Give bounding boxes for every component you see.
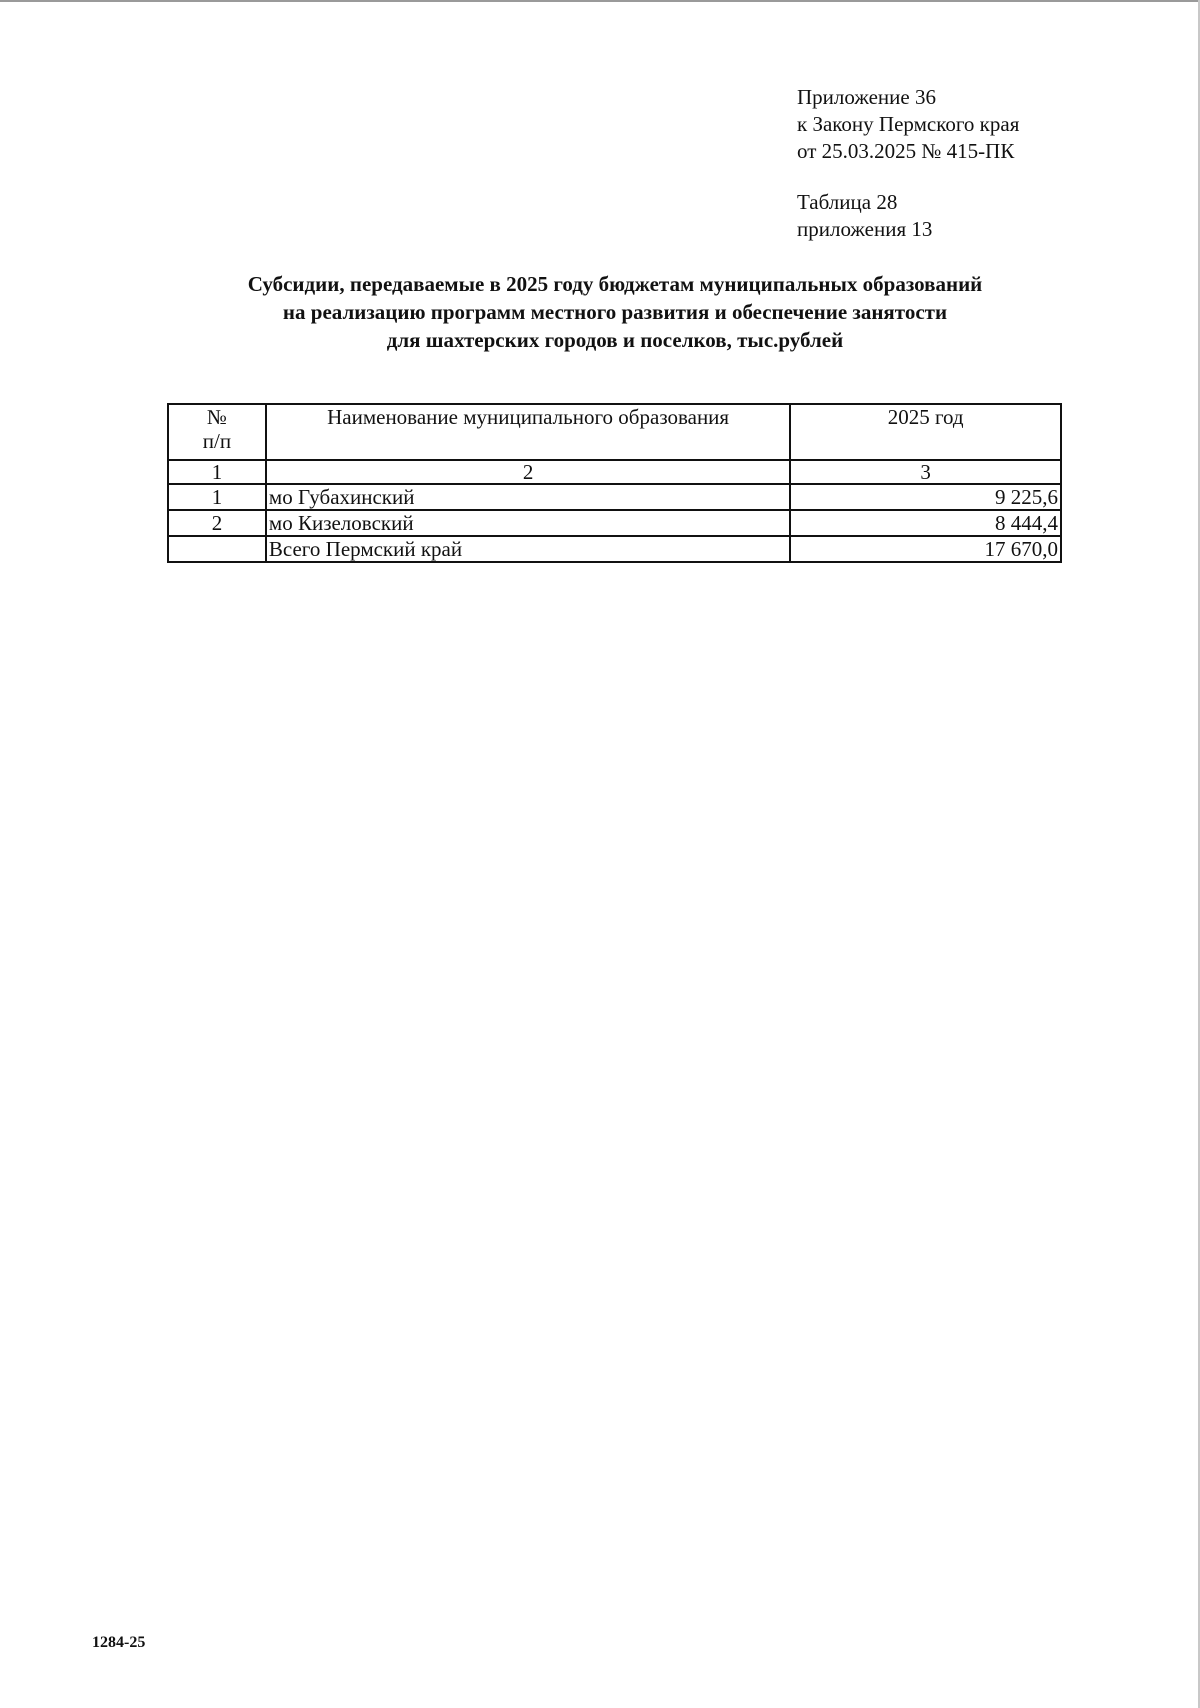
- title-line-2: на реализацию программ местного развития и обеспечение занятости: [282, 300, 948, 324]
- municipality-name: мо Кизеловский: [266, 510, 790, 536]
- scan-top-edge: [0, 0, 1200, 2]
- table-ref-line-2: приложения 13: [797, 217, 933, 241]
- column-index-1: 1: [168, 460, 266, 484]
- appendix-line-2: к Закону Пермского края: [797, 112, 1020, 136]
- total-row: [168, 536, 1061, 562]
- subsidy-amount: 8 444,4: [790, 510, 1061, 536]
- title-line-1: Субсидии, передаваемые в 2025 году бюджетам муниципальных образований: [247, 272, 983, 296]
- subsidy-table: [167, 403, 1062, 563]
- row-number: 1: [168, 484, 266, 510]
- header-name: Наименование муниципального образования: [266, 404, 790, 460]
- appendix-line-3: от 25.03.2025 № 415-ПК: [797, 139, 1015, 163]
- subsidy-amount: 9 225,6: [790, 484, 1061, 510]
- table-row: [168, 510, 1061, 536]
- column-index-3: 3: [790, 460, 1061, 484]
- header-num: [168, 404, 266, 460]
- table-row: [168, 484, 1061, 510]
- document-code: 1284-25: [92, 1634, 146, 1651]
- table-header-row: [168, 404, 1061, 460]
- column-index-2: 2: [266, 460, 790, 484]
- total-amount: 17 670,0: [790, 536, 1061, 562]
- appendix-line-1: Приложение 36: [797, 85, 936, 109]
- column-index-row: [168, 460, 1061, 484]
- title-line-3: для шахтерских городов и поселков, тыс.рублей: [386, 328, 844, 352]
- table-ref-line-1: Таблица 28: [797, 190, 898, 214]
- header-num-symbol: №: [206, 405, 227, 429]
- row-number: 2: [168, 510, 266, 536]
- row-number: [168, 536, 266, 562]
- document-title: [160, 270, 1070, 354]
- table-reference: [797, 189, 932, 243]
- municipality-name: мо Губахинский: [266, 484, 790, 510]
- header-num-label: п/п: [202, 429, 232, 453]
- appendix-reference: [797, 84, 1019, 165]
- total-label: Всего Пермский край: [266, 536, 790, 562]
- header-year: 2025 год: [790, 404, 1061, 460]
